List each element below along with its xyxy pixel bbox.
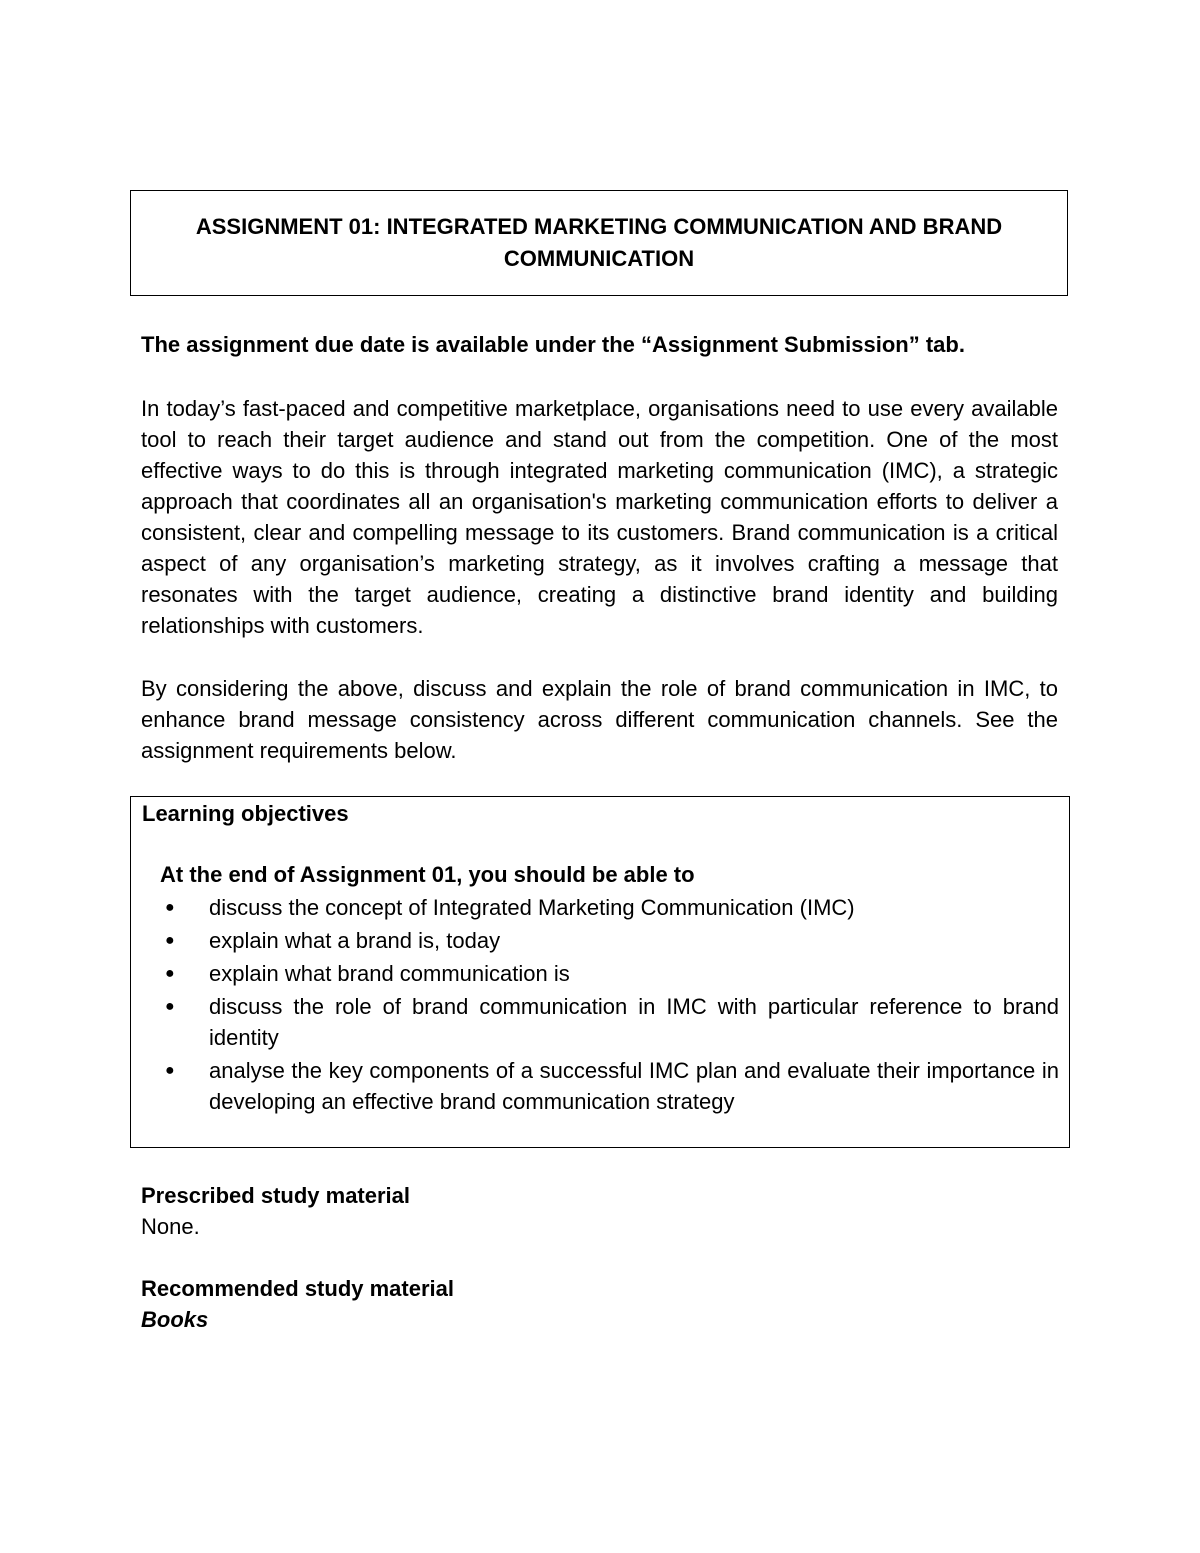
bullet-icon: ● — [165, 965, 175, 982]
bullet-icon: ● — [165, 1062, 175, 1079]
assignment-title-box — [130, 190, 1068, 296]
prescribed-study-heading: Prescribed study material — [141, 1183, 411, 1208]
list-item — [131, 1055, 1071, 1117]
due-date-note: The assignment due date is available under the “Assignment Submission” tab. — [141, 332, 965, 357]
list-item — [131, 991, 1071, 1053]
learning-objectives-list — [131, 892, 1071, 1119]
learning-objectives-intro: At the end of Assignment 01, you should be able to — [160, 862, 695, 887]
bullet-icon: ● — [165, 998, 175, 1015]
list-item — [131, 892, 1071, 923]
objective-text: discuss the concept of Integrated Marketing Communication (IMC) — [209, 895, 855, 920]
list-item — [131, 925, 1071, 956]
bullet-icon: ● — [165, 899, 175, 916]
recommended-books-subheading: Books — [141, 1307, 209, 1332]
learning-objectives-heading: Learning objectives — [142, 801, 349, 826]
assignment-title-line-1: ASSIGNMENT 01: INTEGRATED MARKETING COMMUNICATION AND BRAND — [195, 214, 1003, 239]
objective-text: explain what brand communication is — [209, 961, 570, 986]
objective-text: analyse the key components of a successful IMC plan and evaluate their importance in developing an effective brand communication strategy — [209, 1058, 1059, 1114]
list-item — [131, 958, 1071, 989]
recommended-study-heading: Recommended study material — [141, 1276, 454, 1301]
objective-text: discuss the role of brand communication in IMC with particular reference to brand identity — [209, 994, 1059, 1050]
task-paragraph: By considering the above, discuss and explain the role of brand communication in IMC, to enhance brand message consistency across different communication channels. See the assignment requirements below. — [141, 676, 1058, 763]
bullet-icon: ● — [165, 932, 175, 949]
intro-paragraph: In today’s fast-paced and competitive marketplace, organisations need to use every available tool to reach their target audience and stand out from the competition. One of the most effective ways to do this is through integrated marketing communication (IMC), a strategic approach that coordinates all an organisation's marketing communication efforts to deliver a consistent, clear and compelling message to its customers. Brand communication is a critical aspect of any organisation’s marketing strategy, as it involves crafting a message that resonates with the target audience, creating a distinctive brand identity and building relationships with customers. — [141, 396, 1058, 638]
objective-text: explain what a brand is, today — [209, 928, 501, 953]
learning-objectives-box — [130, 796, 1070, 1148]
prescribed-study-body: None. — [141, 1214, 200, 1239]
assignment-title-line-2: COMMUNICATION — [503, 246, 695, 271]
